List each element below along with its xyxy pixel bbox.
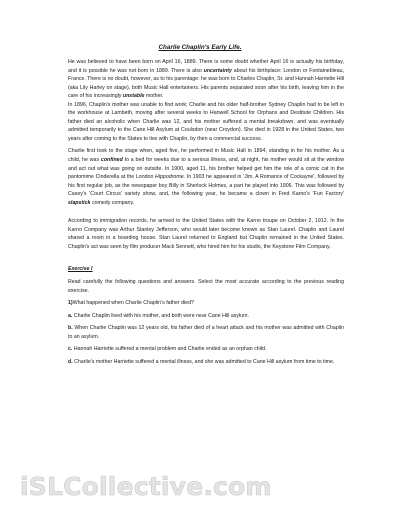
emphasized-word: slapstick xyxy=(68,199,91,206)
exercise-instructions: Read carefully the following questions and answers. Select the most accurate according to the previous reading exercise. xyxy=(68,279,344,294)
paragraph-2 xyxy=(68,101,344,144)
paragraph-gap xyxy=(68,255,344,265)
paragraph-text: comedy company. xyxy=(90,199,135,206)
paragraph-4 xyxy=(68,217,344,251)
paragraph-text: According to immigration records, he arrived in the United States with the Karno troupe on October 2, 1912. In the Karno Company was Arthur Stanley Jefferson, who would later become known as Stan Laurel. Chaplin and Laurel shared a room in a boarding house. Stan Laurel returned to England but Chaplin remained in the United States. Chaplin's act was seen by film producer Mack Sennett, who hired him for his studio, the Keystone Film Company. xyxy=(68,218,344,250)
answer-option-c: c. Hannah Harriette suffered a mental problem and Charlie ended as an orphan child. xyxy=(68,346,267,353)
emphasized-word: Hippodrome xyxy=(155,174,184,181)
exercise-question: 1)What happened when Charlie Chaplin's father died? xyxy=(68,300,194,307)
paragraph-text: . In 1903 he appeared in 'Jim, A Romance of Cockayne', followed by his first regular job, as the newspaper boy Billy in Sherlock Holmes, a part he played into 1906. This was followed by Casey's 'Court Circus' variety show, and, the following year, he became a clown in Fred Karno's 'Fun Factory' xyxy=(68,174,344,198)
paragraph-gap xyxy=(68,207,344,217)
paragraph-text: In 1896, Chaplin's mother was unable to find work; Charlie and his older half-brother Sydney Chaplin had to be left in the workhouse at Lambeth, moving after several weeks to Hanwell School for Orphans and Destitute Children. His father died an alcoholic when Charlie was 12, and his mother suffered a mental breakdown, and was eventually admitted temporarily to the Cane Hill Asylum at Coulsdon (near Croydon). She died in 1928 in the United States, two years after coming to the States to live with Chaplin, by then a commercial success. xyxy=(68,101,344,142)
document-title: Charlie Chaplin's Early Life. xyxy=(158,44,242,51)
emphasized-word: uncertainty xyxy=(203,67,232,74)
paragraph-text: He was believed to have been born on April 16, 1889. There is some doubt whether April 16 is actually his birthday, and it is possible he was not born in 1889. There is also xyxy=(68,59,344,74)
answer-option-d: d. Charlie's mother Harriette suffered a mental illness, and she was admitted to Cane Hill asylum from time to time. xyxy=(68,358,335,365)
paragraph-text: about his birthplace: London or Fontainebleau, France. There is no doubt, however, as to his parentage: he was born to Charles Chaplin, Sr. and Hannah Harriette Hill (aka Lily Harley on stage), both Music Hall entertainers. His parents separated soon after his birth, leaving him in the care of his increasingly xyxy=(68,67,344,100)
answer-option-b: b. When Charlie Chaplin was 12 years old, his father died of a heart attack and his mother was admitted with Chaplin to an asylum. xyxy=(68,325,344,340)
paragraph-text: mother. xyxy=(144,93,164,100)
paragraph-text: Charlie first took to the stage when, aged five, he performed in Music Hall in 1894, standing in for his mother. As a child, he was xyxy=(68,148,344,164)
paragraph-1 xyxy=(68,58,344,101)
paragraph-text: to a bed for weeks due to a serious illness, and, at night, his mother would sit at the window and act out what was going on outside. In 1900, aged 11, his brother helped get him the role of a comic cat in the pantomime Cinderella at the London xyxy=(68,157,344,181)
exercise-title: Exercise I xyxy=(68,266,93,273)
emphasized-word: confined xyxy=(100,157,123,164)
watermark-logo: iSLCollective.com xyxy=(20,472,272,501)
emphasized-word: unstable xyxy=(122,93,145,100)
answer-option-a: a. Charlie Chaplin lived with his mother, and both were near Cane Hill asylum. xyxy=(68,312,249,319)
paragraph-3 xyxy=(68,147,344,207)
document-body xyxy=(68,58,344,370)
